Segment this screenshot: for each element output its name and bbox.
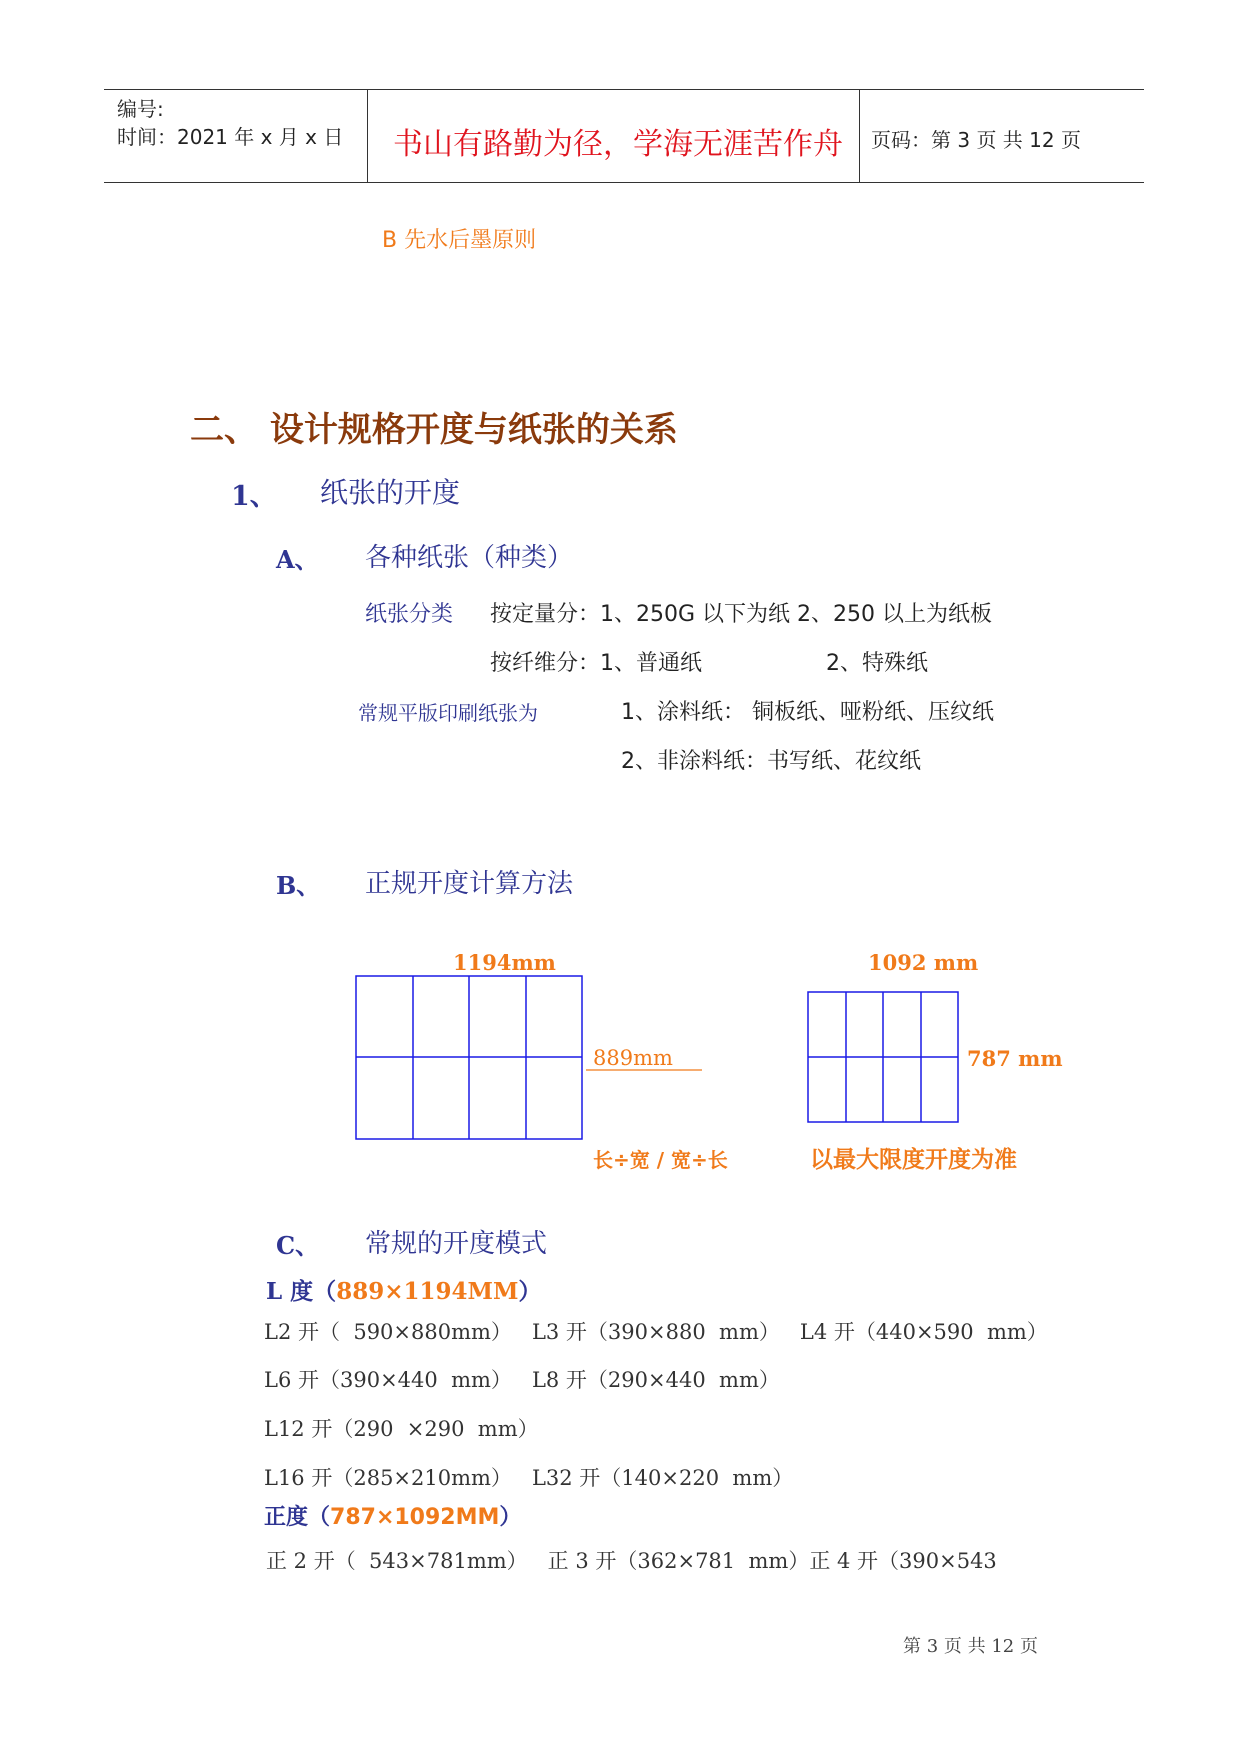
part-b-title: 正规开度计算方法 bbox=[365, 869, 574, 899]
part-c-title: 常规的开度模式 bbox=[365, 1229, 548, 1259]
l-format-title bbox=[266, 1273, 541, 1306]
l-format-suffix: ） bbox=[518, 1278, 542, 1305]
z-format-suffix: ） bbox=[499, 1505, 522, 1530]
z-format-size: 787×1092MM bbox=[330, 1505, 500, 1530]
section-title: 二、 设计规格开度与纸张的关系 bbox=[190, 410, 678, 450]
z-format-title bbox=[264, 1500, 521, 1531]
part-c-number: C、 bbox=[276, 1231, 320, 1260]
paper-classify-label: 纸张分类 bbox=[365, 602, 454, 627]
part-a-number: A、 bbox=[276, 545, 319, 574]
right-sheet-height-label: 787 mm bbox=[967, 1046, 1063, 1071]
l-format-size: 889×1194MM bbox=[336, 1278, 519, 1305]
cut-formula: 长÷宽 / 宽÷长 bbox=[593, 1148, 728, 1172]
part-a-title: 各种纸张（种类） bbox=[365, 543, 574, 573]
left-sheet-width-label: 1194mm bbox=[453, 950, 556, 975]
coated-paper-line: 1、涂料纸： 铜板纸、哑粉纸、压纹纸 bbox=[621, 700, 994, 725]
subsection-number: 1、 bbox=[231, 481, 277, 512]
z-format-prefix: 正度（ bbox=[264, 1505, 331, 1530]
l-format-row: L12 开（290 ×290 mm） bbox=[264, 1417, 539, 1441]
top-note: B 先水后墨原则 bbox=[382, 228, 537, 253]
z-format-row: 正 2 开（ 543×781mm） 正 3 开（362×781 mm）正 4 开（390×543 bbox=[266, 1549, 997, 1573]
right-sheet-width-label: 1092 mm bbox=[868, 950, 979, 975]
header-number-label: 编号: bbox=[117, 97, 164, 121]
uncoated-paper-line: 2、非涂料纸：书写纸、花纹纸 bbox=[621, 749, 921, 774]
part-b-number: B、 bbox=[276, 871, 321, 900]
classify-by-weight: 按定量分：1、250G 以下为纸 2、250 以上为纸板 bbox=[490, 602, 993, 627]
l-format-row: L16 开（285×210mm） L32 开（140×220 mm） bbox=[264, 1466, 794, 1490]
subsection-title: 纸张的开度 bbox=[320, 476, 461, 509]
header-page-label: 页码：第 3 页 共 12 页 bbox=[871, 128, 1081, 152]
header-time-label: 时间：2021 年 x 月 x 日 bbox=[117, 125, 344, 149]
l-format-prefix: L 度（ bbox=[266, 1278, 337, 1305]
page-footer: 第 3 页 共 12 页 bbox=[903, 1636, 1038, 1657]
regular-paper-label: 常规平版印刷纸张为 bbox=[358, 701, 538, 725]
classify-by-fiber-special: 2、特殊纸 bbox=[826, 651, 928, 676]
l-format-row: L2 开（ 590×880mm） L3 开（390×880 mm） L4 开（440×590 mm） bbox=[264, 1320, 1048, 1344]
classify-by-fiber: 按纤维分：1、普通纸 bbox=[490, 651, 702, 676]
header-motto: 书山有路勤为径，学海无涯苦作舟 bbox=[393, 127, 843, 162]
max-cut-rule: 以最大限度开度为准 bbox=[810, 1147, 1017, 1173]
l-format-row: L6 开（390×440 mm） L8 开（290×440 mm） bbox=[264, 1368, 780, 1392]
left-sheet-height-label: 889mm bbox=[593, 1046, 673, 1070]
